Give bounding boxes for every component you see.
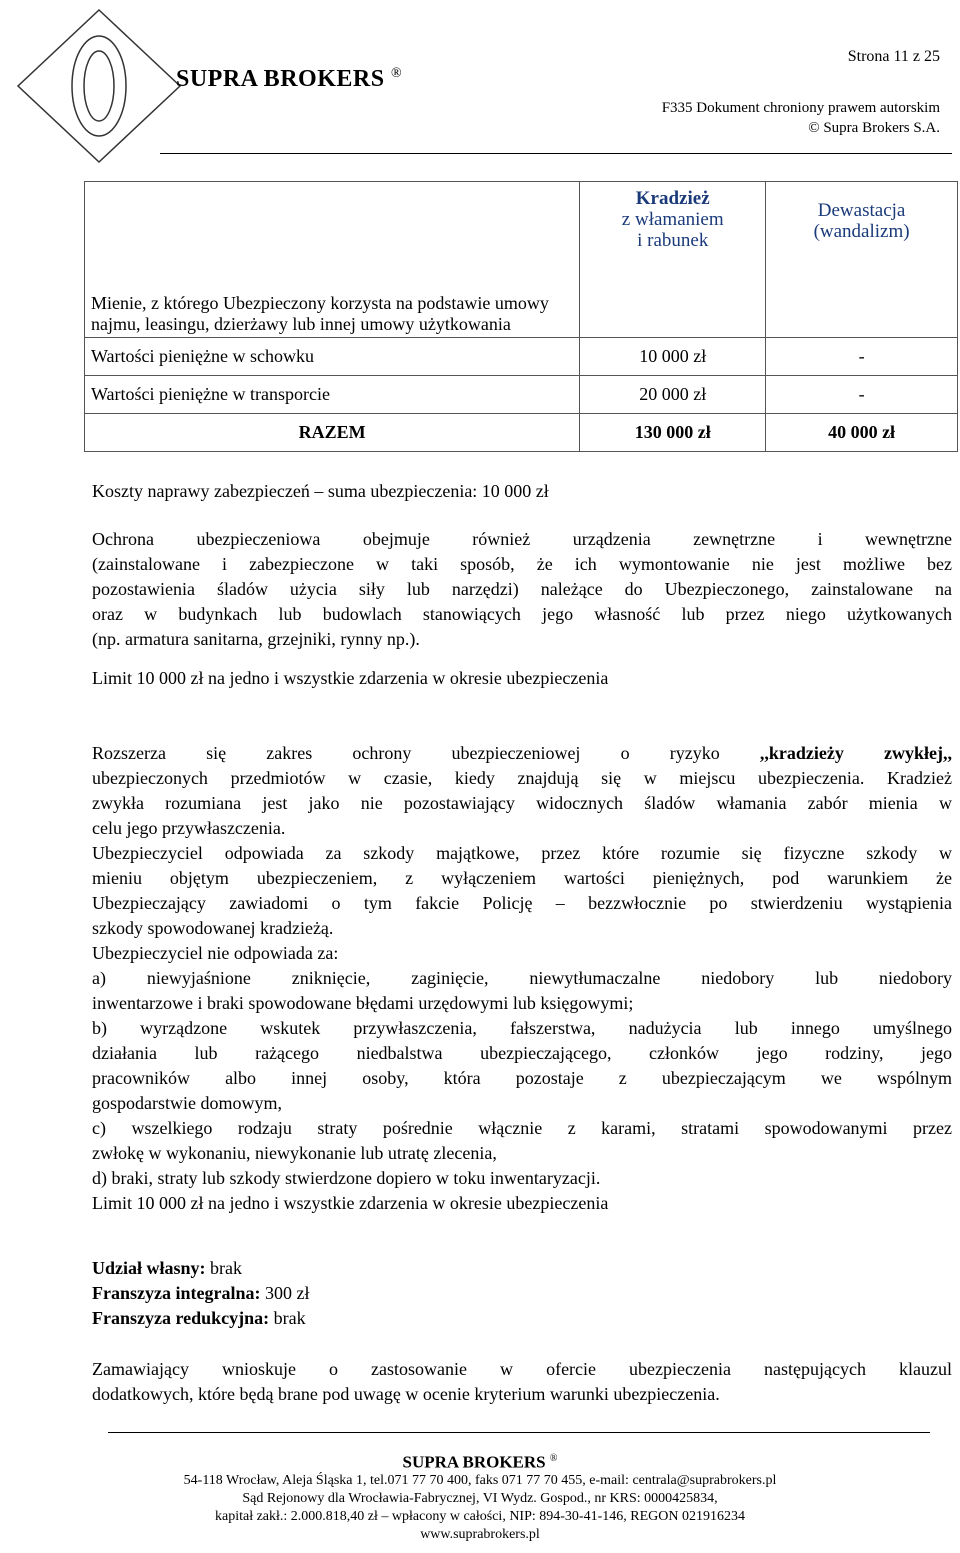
- footer-rule: [108, 1432, 930, 1433]
- ochrona-paragraph: Ochrona ubezpieczeniowa obejmuje również urządzenia zewnętrzne i wewnętrzne (zainstalowane i zabezpieczone w taki sposób, że ich wymontowanie nie jest możliwe bez pozostawienia śladów użycia siły lub narzędzi) należące do Ubezpieczonego, zainstalowane na oraz w budynkach lub budowlach stanowiących jego własność lub przez niego użytkowanych (np. armatura sanitarna, grzejniki, rynny np.).: [92, 529, 952, 649]
- footer-website[interactable]: www.suprabrokers.pl: [420, 1526, 540, 1542]
- limit-line: Limit 10 000 zł na jedno i wszystkie zdarzenia w okresie ubezpieczenia: [92, 668, 609, 688]
- zamawiajacy-paragraph: Zamawiający wnioskuje o zastosowanie w ofercie ubezpieczenia następujących klauzul dodatkowych, które będą brane pod uwagę w ocenie kryterium warunki ubezpieczenia.: [92, 1359, 952, 1404]
- table-total-row: RAZEM 130 000 zł 40 000 zł: [85, 414, 958, 452]
- coverage-table: [84, 181, 958, 452]
- header-brand: SUPRA BROKERS ®: [176, 66, 403, 92]
- table-row: Wartości pieniężne w transporcie 20 000 zł -: [85, 376, 958, 414]
- header-rule: [160, 153, 952, 154]
- koszty-naprawy: Koszty naprawy zabezpieczeń – suma ubezpieczenia: 10 000 zł: [92, 481, 549, 501]
- copyright-notice: F335 Dokument chroniony prawem autorskim © Supra Brokers S.A.: [661, 100, 940, 136]
- column-header-kradziez: Kradzież z włamaniem i rabunek: [580, 182, 766, 338]
- footer: SUPRA BROKERS ® 54-118 Wrocław, Aleja Śląska 1, tel.071 77 70 400, faks 071 77 70 455, e-mail: centrala@suprabrokers.pl Sąd Rejonowy dla Wrocławia-Fabrycznej, VI Wydz. Gospod., nr KRS: 0000425834, kapitał zakł.: 2.000.818,40 zł – wpłacony w całości, NIP: 894-30-41-146, REGON 021916234 www.suprabrokers.pl: [120, 1450, 840, 1544]
- column-header-dewastacja: Dewastacja (wandalizm): [766, 182, 958, 338]
- supra-brokers-logo: [14, 6, 184, 166]
- franszyza-section: Udział własny: brak Franszyza integralna: 300 zł Franszyza redukcyjna: brak: [92, 1258, 310, 1328]
- table-heading: Mienie, z którego Ubezpieczony korzysta na podstawie umowy najmu, leasingu, dzierżawy lub innej umowy użytkowania: [85, 182, 580, 338]
- page-number: Strona 11 z 25: [847, 48, 940, 65]
- table-row: Wartości pieniężne w schowku 10 000 zł -: [85, 338, 958, 376]
- kradziez-zwykla-section: Rozszerza się zakres ochrony ubezpieczeniowej o ryzyko ,,kradzieży zwykłej,, ubezpieczonych przedmiotów w czasie, kiedy znajdują się w miejscu ubezpieczenia. Kradzież zwykła rozumiana jest jako nie pozostawiający widocznych śladów włamania zabór mienia w celu jego przywłaszczenia. Ubezpieczyciel odpowiada za szkody majątkowe, przez które rozumie się fizyczne szkody w mieniu objętym ubezpieczeniem, z wyłączeniem wartości pieniężnych, pod warunkiem że Ubezpieczający zawiadomi o tym fakcie Policję – bezzwłocznie po stwierdzeniu wystąpienia szkody spowodowanej kradzieżą. Ubezpieczyciel nie odpowiada za: a) niewyjaśnione zniknięcie, zaginięcie, niewytłumaczalne niedobory lub niedobory inwentarzowe i braki spowodowane błędami urzędowymi lub księgowymi; b) wyrządzone wskutek przywłaszczenia, fałszerstwa, nadużycia lub innego umyślnego działania lub rażącego niedbalstwa ubezpieczającego, członków jego rodziny, jego pracowników albo innej osoby, która pozostaje z ubezpieczającym we wspólnym gospodarstwie domowym, c) wszelkiego rodzaju straty pośrednie włącznie z karami, stratami spowodowanymi przez zwłokę w wykonaniu, niewykonanie lub utratę zlecenia, d) braki, straty lub szkody stwierdzone dopiero w toku inwentaryzacji. Limit 10 000 zł na jedno i wszystkie zdarzenia w okresie ubezpieczenia: [92, 743, 953, 1213]
- table-header-row: [85, 182, 958, 338]
